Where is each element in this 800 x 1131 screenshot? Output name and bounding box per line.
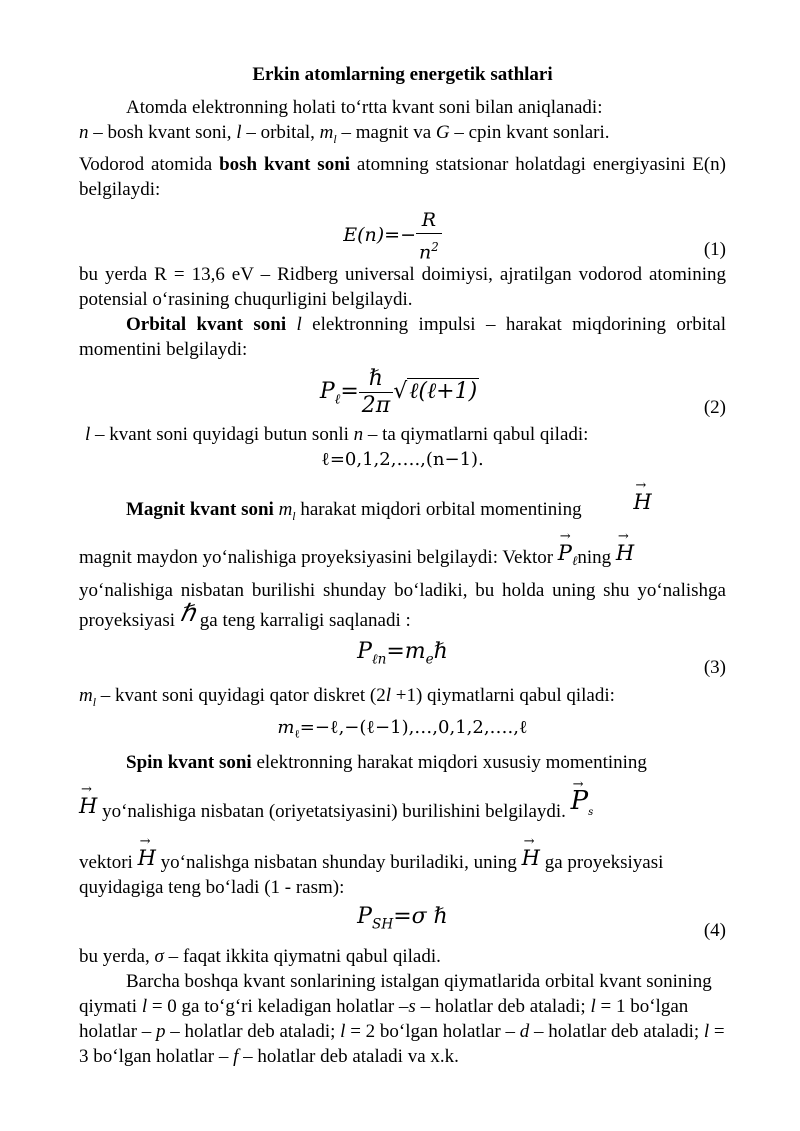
ml-values-line: $m_l$ – kvant soni quyidagi qator diskret (2l +1) qiymatlarni qabul qiladi: [79, 684, 615, 709]
vector-h-symbol: → H [522, 846, 540, 871]
vector-ps-symbol: → $P_s$ [571, 789, 594, 825]
symbol-g: G [435, 122, 450, 143]
page-title: Erkin atomlarning energetik sathlari [252, 64, 553, 85]
magnetic-term: Magnit kvant soni [126, 498, 274, 520]
spin-term: Spin kvant soni [126, 752, 252, 774]
document-page [79, 62, 726, 1069]
principal-term: bosh kvant soni [219, 153, 351, 175]
symbol-ml: $m_l$ [319, 122, 337, 146]
symbol-l: l [236, 122, 242, 143]
final-paragraph: Barcha boshqa kvant sonlarining istalgan qiymatlarida orbital kvant sonining qiymati l = 0 ga to‘g‘ri keladigan holatlar –s – holatlar deb ataladi; l = 1 bo‘lgan holatlar – p – holatlar deb ataladi; l = 2 bo‘lgan holatlar – d – holatlar deb ataladi; l = 3 bo‘lgan holatlar – f – holatlar deb ataladi va x.k. [79, 971, 725, 1068]
equation-1-number: (1) [703, 238, 726, 260]
hbar-symbol: ℏ [179, 600, 196, 627]
vector-h-symbol: → H [616, 541, 634, 566]
equation-4: $P_{SH}=\sigma$ ℏ (4) [357, 904, 726, 942]
equation-3: $P_{\ell n}=m_e\hbar$ (3) [357, 638, 726, 678]
magnetic-paragraph-3: yo‘nalishiga nisbatan burilishi shunday bo‘ladiki, bu holda uning shu yo‘nalishga proyeksiyasi ℏ ga teng karraligi saqlanadi : [79, 579, 726, 631]
l-values-formula: ℓ=0,1,2,….,(n−1). [321, 448, 484, 470]
sigma-line: bu yerda, σ – faqat ikkita qiymatni qabul qiladi. [79, 946, 441, 968]
magnetic-paragraph-1: Magnit kvant soni $m_l$ harakat miqdori orbital momentining → H [79, 496, 726, 529]
equation-3-number: (3) [703, 656, 726, 678]
spin-paragraph-3: vektori → H yo‘nalishga nisbatan shunday buriladiki, uning → H ga proyeksiyasi quyidagiga teng bo‘ladi (1 - rasm): [79, 849, 726, 900]
intro-line: Atomda elektronning holati to‘rtta kvant soni bilan aniqlanadi: [126, 97, 603, 118]
equation-2-fraction: $\frac{\text{ℏ}}{2\pi}$ [359, 366, 393, 419]
magnetic-paragraph-2: magnit maydon yo‘nalishiga proyeksiyasini belgilaydi: Vektor → $P_\ell ning \to H$ [79, 544, 726, 577]
vector-h-symbol: → H [79, 794, 97, 819]
principal-paragraph: Vodorod atomida bosh kvant soni atomning statsionar holatdagi energiyasini E(n) belgilaydi: [79, 153, 726, 200]
ml-values-formula: $m_\ell=-\ell,-(\ell-1),\dots,0,1,2,\dots.,\ell$ [277, 716, 528, 741]
equation-1-fraction: $\frac{R}{n^2}$ [416, 207, 442, 265]
quantum-numbers-line: n – bosh kvant soni, l – orbital, $m_l$ – magnit va G – cpin kvant sonlari. [79, 122, 610, 146]
vector-p-symbol: → $P_\ell$ [558, 541, 578, 574]
symbol-n: n [79, 122, 89, 143]
vector-h-symbol: → H [138, 846, 156, 871]
equation-4-number: (4) [703, 920, 726, 942]
spin-paragraph-1: Spin kvant soni elektronning harakat miqdori xususiy momentining [126, 752, 647, 774]
spin-paragraph-2: → H yo‘nalishiga nisbatan (oriyetatsiyasini) burilishini belgilaydi. → $P_s$ [79, 797, 726, 833]
vector-h-symbol: → H [586, 490, 651, 515]
equation-2-number: (2) [703, 396, 726, 418]
l-values-line: l – kvant soni quyidagi butun sonli n – ta qiymatlarni qabul qiladi: [85, 423, 589, 445]
equation-2: $P_\ell=$ $\frac{\text{ℏ}}{2\pi}$ √ℓ(ℓ+1) (2) [319, 365, 726, 418]
equation-1: E(n)=− $\frac{R}{n^2}$ (1) [343, 208, 726, 264]
equation-2-sqrt: ℓ(ℓ+1) [409, 379, 478, 405]
orbital-term: Orbital kvant soni [126, 313, 287, 335]
orbital-paragraph: Orbital kvant soni l elektronning impulsi – harakat miqdorining orbital momentini belgilaydi: [79, 313, 727, 360]
rydberg-paragraph: bu yerda R = 13,6 eV – Ridberg universal doimiysi, ajratilgan vodorod atomining potensial o‘rasining chuqurligini belgilaydi. [79, 263, 726, 310]
